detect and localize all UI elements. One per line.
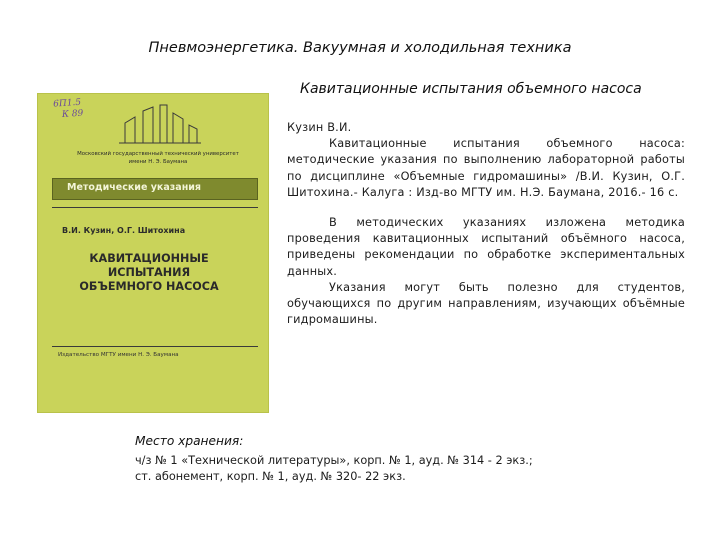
book-audience: Указания могут быть полезно для студентов, обучающихся по другим направлениям, изучающих объёмные гидромашины.	[287, 280, 685, 327]
page-title: Пневмоэнергетика. Вакуумная и холодильная техника	[148, 40, 572, 56]
storage-label: Место хранения:	[135, 434, 244, 448]
book-author: Кузин В.И.	[287, 121, 352, 134]
shelf-mark-line-1: 6П1.5	[52, 97, 82, 110]
shelf-mark-line-2: К 89	[61, 108, 84, 121]
cover-divider-bottom	[52, 346, 258, 347]
university-emblem-icon	[115, 103, 205, 145]
storage-line-1: ч/з № 1 «Технической литературы», корп. № 1, ауд. № 314 - 2 экз.;	[135, 454, 533, 467]
cover-title	[56, 252, 242, 294]
cover-university	[58, 150, 258, 166]
book-title-heading: Кавитационные испытания объемного насоса	[300, 81, 642, 97]
cover-divider-top	[52, 207, 258, 208]
cover-series-label: Методические указания	[67, 182, 202, 193]
handwritten-shelf-mark	[53, 96, 101, 131]
storage-line-2: ст. абонемент, корп. № 1, ауд. № 320- 22 экз.	[135, 469, 406, 483]
storage-locations	[135, 453, 675, 484]
cover-publisher: Издательство МГТУ имени Н. Э. Баумана	[58, 352, 179, 358]
university-line-2: имени Н. Э. Баумана	[128, 159, 188, 165]
book-description	[287, 120, 685, 328]
cover-authors: В.И. Кузин, О.Г. Шитохина	[62, 226, 186, 235]
book-abstract: В методических указаниях изложена методика проведения кавитационных испытаний объёмного насоса, приведены рекомендации по обработке экспериментальных данных.	[287, 216, 685, 278]
book-citation: Кавитационные испытания объемного насоса: методические указания по выполнению лабораторной работы по дисциплине «Объемные гидромашины» /В.И. Кузин, О.Г. Шитохина.- Калуга : Изд-во МГТУ им. Н.Э. Баумана, 2016.- 16 с.	[287, 137, 685, 199]
cover-title-line-2: ОБЪЕМНОГО НАСОСА	[79, 280, 219, 293]
cover-series-band	[52, 178, 258, 200]
cover-title-line-1: КАВИТАЦИОННЫЕ ИСПЫТАНИЯ	[89, 252, 209, 279]
university-line-1: Московский государственный технический университет	[77, 151, 239, 157]
